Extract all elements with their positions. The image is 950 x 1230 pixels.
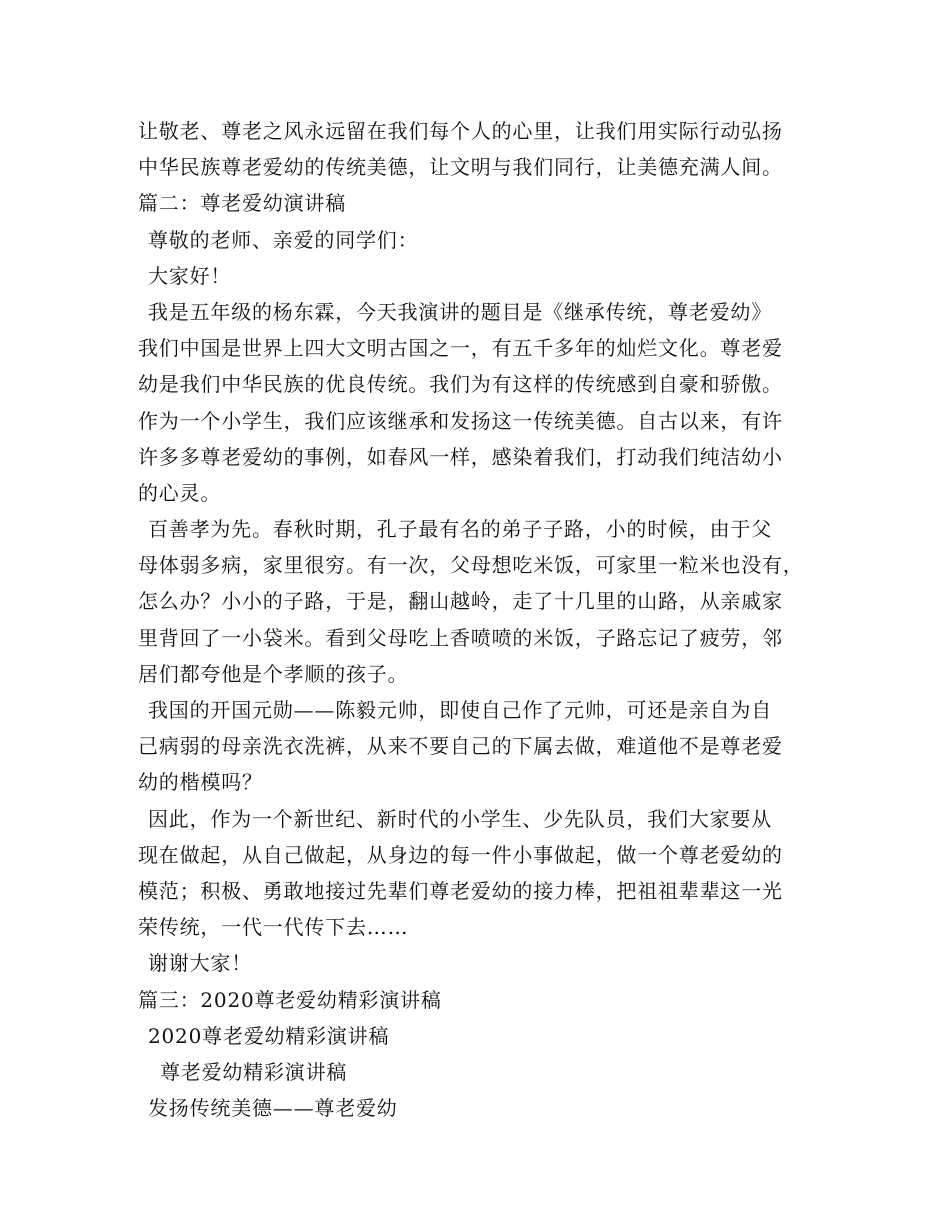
text-line: 母体弱多病，家里很穷。有一次，父母想吃米饭，可家里一粒米也没有，: [138, 553, 804, 578]
text-line: 因此，作为一个新世纪、新时代的小学生、少先队员，我们大家要从: [148, 806, 772, 831]
document-body: [138, 113, 818, 1126]
text-line: 模范；积极、勇敢地接过先辈们尊老爱幼的接力棒，把祖祖辈辈这一光: [138, 878, 783, 903]
text-line: 我国的开国元勋——陈毅元帅，即使自己作了元帅，可还是亲自为自: [148, 698, 772, 722]
text-line: 幼是我们中华民族的优良传统。我们为有这样的传统感到自豪和骄傲。: [138, 372, 783, 397]
section-heading: 篇二：尊老爱幼演讲稿: [138, 191, 346, 216]
salutation: 尊敬的老师、亲爱的同学们：: [148, 227, 419, 252]
text-line: 里背回了一小袋米。看到父母吃上香喷喷的米饭，子路忘记了疲劳，邻: [138, 625, 783, 650]
text-line: 的心灵。: [138, 480, 222, 505]
subheading: 尊老爱幼精彩演讲稿: [160, 1059, 348, 1084]
text-line: 作为一个小学生，我们应该继承和发扬这一传统美德。自古以来，有许: [138, 408, 783, 433]
greeting: 大家好！: [148, 263, 232, 288]
text-line: 现在做起，从自己做起，从身边的每一件小事做起，做一个尊老爱幼的: [138, 842, 783, 867]
closing-line: 谢谢大家！: [148, 951, 252, 976]
text-line: 中华民族尊老爱幼的传统美德，让文明与我们同行，让美德充满人间。: [138, 155, 783, 180]
text-line: 让敬老、尊老之风永远留在我们每个人的心里，让我们用实际行动弘扬: [138, 119, 783, 143]
text-line: 幼的楷模吗？: [138, 770, 263, 795]
text-line: 居们都夸他是个孝顺的孩子。: [138, 661, 409, 686]
subheading: 2020尊老爱幼精彩演讲稿: [148, 1023, 390, 1048]
text-line: 荣传统，一代一代传下去……: [138, 915, 409, 940]
section-heading: 篇三：2020尊老爱幼精彩演讲稿: [138, 987, 442, 1012]
text-line: 许多多尊老爱幼的事例，如春风一样，感染着我们，打动我们纯洁幼小: [138, 444, 783, 469]
text-line: 己病弱的母亲洗衣洗裤，从来不要自己的下属去做，难道他不是尊老爱: [138, 734, 783, 759]
text-line: 百善孝为先。春秋时期，孔子最有名的弟子子路，小的时候，由于父: [148, 517, 772, 542]
text-line: 怎么办？小小的子路，于是，翻山越岭，走了十几里的山路，从亲戚家: [138, 589, 783, 614]
text-line: 我们中国是世界上四大文明古国之一，有五千多年的灿烂文化。尊老爱: [138, 336, 783, 361]
text-line: 我是五年级的杨东霖，今天我演讲的题目是《继承传统，尊老爱幼》: [148, 299, 772, 324]
speech-title: 发扬传统美德——尊老爱幼: [148, 1096, 398, 1121]
